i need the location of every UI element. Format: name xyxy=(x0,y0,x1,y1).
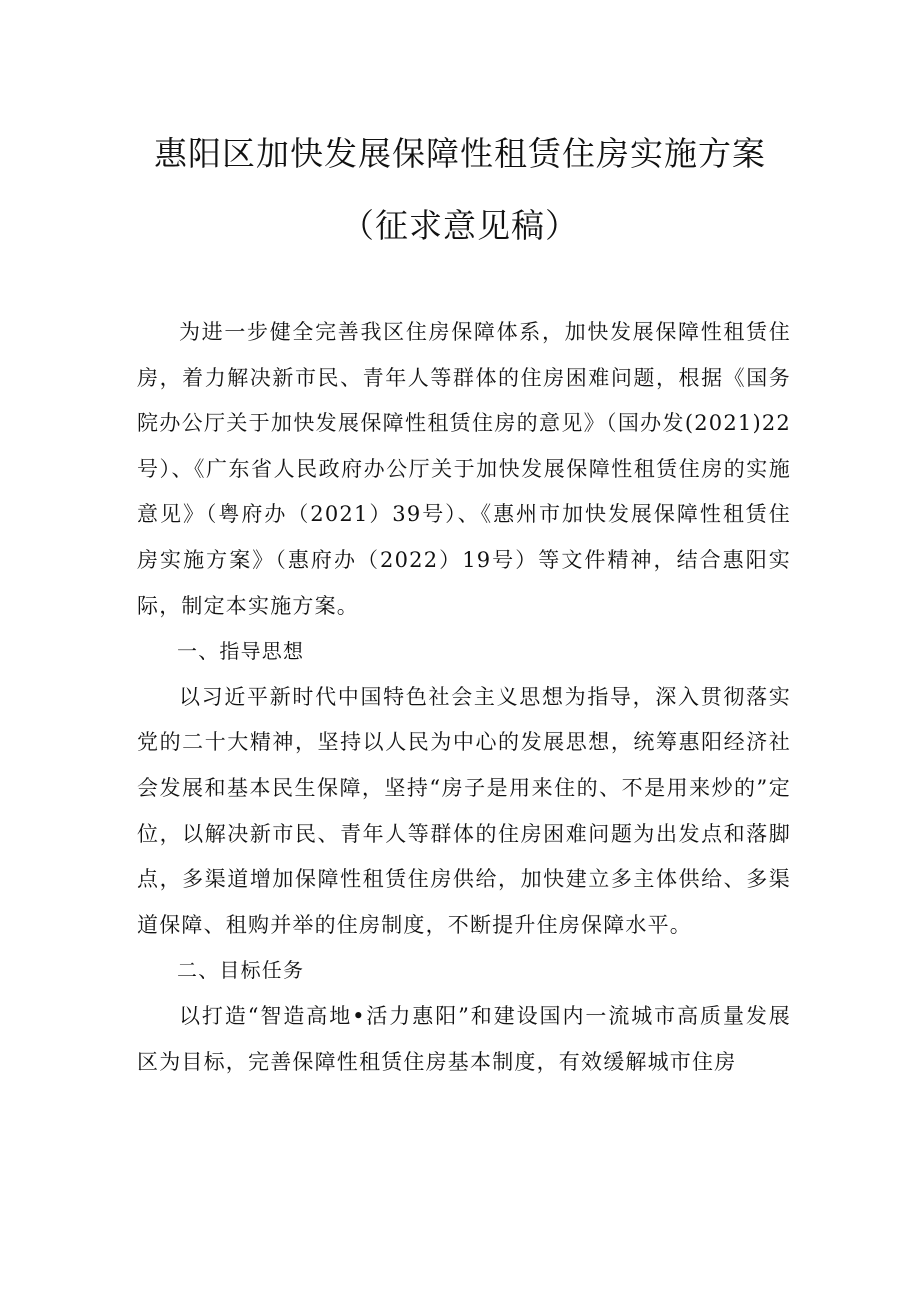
section-heading-guiding-ideology: 一、指导思想 xyxy=(177,639,305,664)
intro-paragraph: 为进一步健全完善我区住房保障体系，加快发展保障性租赁住房，着力解决新市民、青年人等群体的住房困难问题，根据《国务院办公厅关于加快发展保障性租赁住房的意见》（国办发(2021)22号）、《广东省人民政府办公厅关于加快发展保障性租赁住房的实施意见》（粤府办（2021）39号）、《惠州市加快发展保障性租赁住房实施方案》（惠府办（2022）19号）等文件精神，结合惠阳实际，制定本实施方案。 xyxy=(137,320,791,618)
document-title: 惠阳区加快发展保障性租赁住房实施方案 xyxy=(154,134,766,173)
document-body xyxy=(137,310,791,1085)
goals-tasks-paragraph: 以打造“智造高地•活力惠阳”和建设国内一流城市高质量发展区为目标，完善保障性租赁住房基本制度，有效缓解城市住房 xyxy=(137,1003,791,1074)
guiding-ideology-paragraph: 以习近平新时代中国特色社会主义思想为指导，深入贯彻落实党的二十大精神，坚持以人民为中心的发展思想，统筹惠阳经济社会发展和基本民生保障，坚持“房子是用来住的、不是用来炒的”定位，以解决新市民、青年人等群体的住房困难问题为出发点和落脚点，多渠道增加保障性租赁住房供给，加快建立多主体供给、多渠道保障、租购并举的住房制度，不断提升住房保障水平。 xyxy=(137,684,791,937)
document-subtitle: （征求意见稿） xyxy=(341,206,579,245)
section-heading-goals-tasks: 二、目标任务 xyxy=(177,958,305,983)
